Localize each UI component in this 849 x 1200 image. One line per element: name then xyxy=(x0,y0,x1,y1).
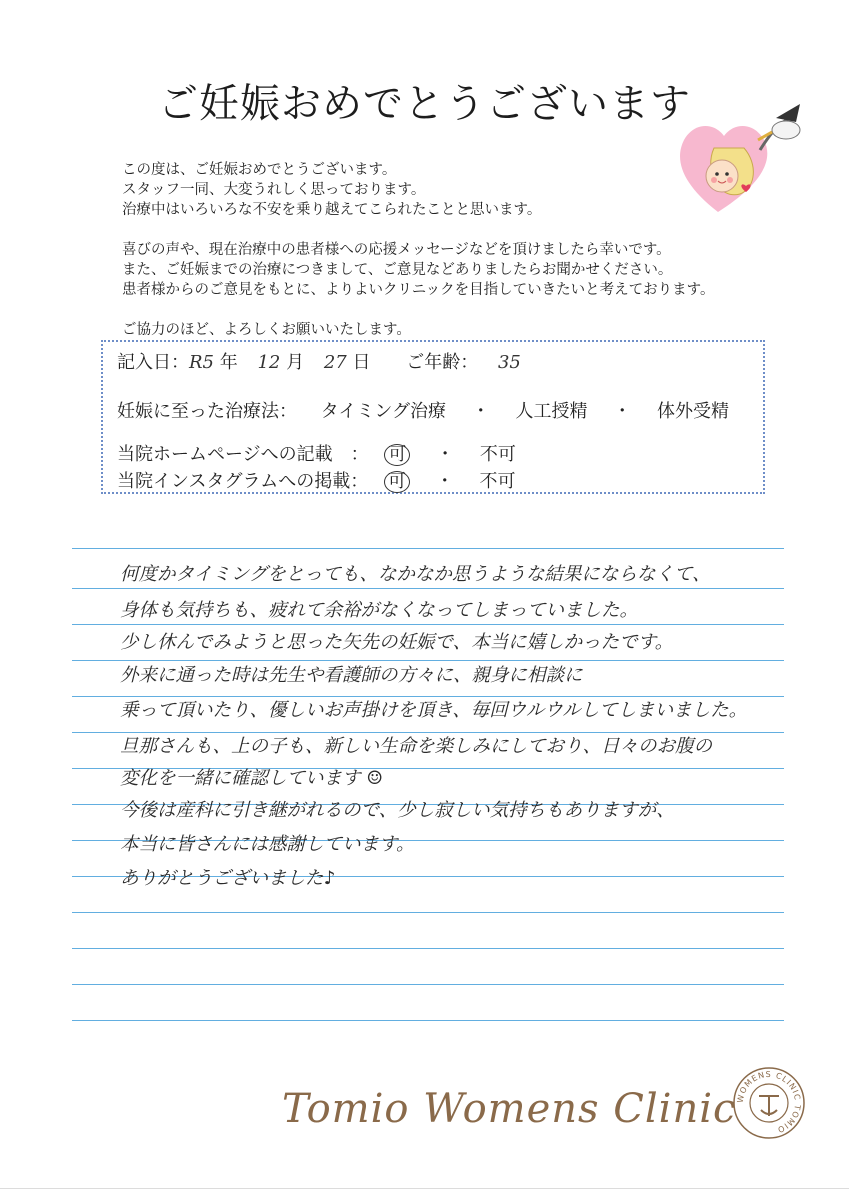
ruled-line xyxy=(72,624,784,625)
message-line: ありがとうございました♪ xyxy=(120,868,336,889)
treatment-option-timing: タイミング治療 xyxy=(320,401,447,422)
treatment-option-iui: 人工授精 xyxy=(515,401,588,422)
date-era-value: R5 xyxy=(189,352,215,373)
intro-text xyxy=(122,160,762,340)
instagram-consent-row xyxy=(117,467,515,493)
message-line: 変化を一緒に確認しています ☺ xyxy=(120,768,383,789)
intro-line: この度は、ご妊娠おめでとうございます。 xyxy=(122,162,397,178)
page-title: ご妊娠おめでとうございます xyxy=(158,81,691,127)
homepage-yes-circled: 可 xyxy=(384,444,410,466)
ruled-line xyxy=(72,984,784,985)
message-line: 外来に通った時は先生や看護師の方々に、親身に相談に xyxy=(120,665,583,686)
treatment-option-ivf: 体外受精 xyxy=(656,401,729,422)
year-unit: 年 xyxy=(219,352,238,373)
instagram-yes-circled: 可 xyxy=(384,471,410,493)
ruled-line xyxy=(72,548,784,549)
ruled-line xyxy=(72,588,784,589)
day-value: 27 xyxy=(323,352,347,373)
age-label: ご年齢： xyxy=(406,352,479,373)
page-bottom-rule xyxy=(0,1188,849,1189)
day-unit: 日 xyxy=(352,352,371,373)
intro-line: スタッフ一同、大変うれしく思っております。 xyxy=(122,182,426,198)
treatment-separator: ・ xyxy=(471,401,490,422)
intro-line: ご協力のほど、よろしくお願いいたします。 xyxy=(122,322,411,338)
homepage-label: 当院ホームページへの記載 ： xyxy=(117,444,369,465)
ruled-line xyxy=(72,1020,784,1021)
message-line: 本当に皆さんには感謝しています。 xyxy=(120,834,415,855)
homepage-consent-row xyxy=(117,440,516,466)
message-line: 今後は産科に引き継がれるので、少し寂しい気持ちもありますが、 xyxy=(120,800,675,821)
month-value: 12 xyxy=(257,352,281,373)
seal-text: WOMENS CLINIC TOMIO xyxy=(735,1069,803,1135)
message-line: 少し休んでみようと思った矢先の妊娠で、本当に嬉しかったです。 xyxy=(120,632,674,653)
month-unit: 月 xyxy=(286,352,305,373)
treatment-separator: ・ xyxy=(613,401,632,422)
homepage-no: 不可 xyxy=(479,444,516,465)
instagram-separator: ・ xyxy=(435,471,454,492)
treatment-label: 妊娠に至った治療法： xyxy=(117,401,297,422)
intro-line: 治療中はいろいろな不安を乗り越えてこられたことと思います。 xyxy=(122,202,542,218)
instagram-label: 当院インスタグラムへの掲載： xyxy=(117,471,369,492)
info-form-box xyxy=(101,340,765,494)
homepage-separator: ・ xyxy=(436,444,455,465)
treatment-row xyxy=(117,397,729,423)
ruled-line xyxy=(72,912,784,913)
age-value: 35 xyxy=(497,352,521,373)
date-row xyxy=(117,348,521,374)
message-line: 乗って頂いたり、優しいお声掛けを頂き、毎回ウルウルしてしまいました。 xyxy=(120,700,748,721)
message-line: 旦那さんも、上の子も、新しい生命を楽しみにしており、日々のお腹の xyxy=(120,736,713,757)
intro-line: 喜びの声や、現在治療中の患者様への応援メッセージなどを頂けましたら幸いです。 xyxy=(122,242,671,258)
intro-line: 患者様からのご意見をもとに、よりよいクリニックを目指していきたいと考えております。 xyxy=(122,282,715,298)
message-line: 身体も気持ちも、疲れて余裕がなくなってしまっていました。 xyxy=(120,600,639,621)
intro-line: また、ご妊娠までの治療につきまして、ご意見などありましたらお聞かせください。 xyxy=(122,262,673,278)
date-label: 記入日： xyxy=(117,352,189,373)
clinic-seal-logo xyxy=(732,1066,806,1140)
ruled-line xyxy=(72,948,784,949)
clinic-logo-text: Tomio Womens Clinic xyxy=(282,1086,737,1132)
message-line: 何度かタイミングをとっても、なかなか思うような結果にならなくて、 xyxy=(120,564,711,585)
instagram-no: 不可 xyxy=(479,471,516,492)
